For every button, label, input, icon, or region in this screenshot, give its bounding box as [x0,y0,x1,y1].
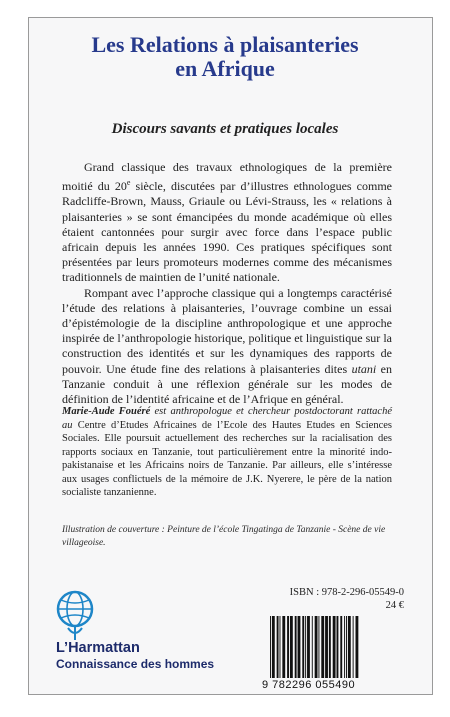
book-title [0,33,450,81]
barcode-bar [318,616,319,678]
barcode-bar [348,616,351,678]
barcode-bar [321,616,324,678]
book-subtitle: Discours savants et pratiques locales [111,121,339,137]
summary-paragraph-2: Rompant avec l’approche classique qui a longtemps caractérisé l’étude des relations à plaisanteries, l’ouvrage combine un essai d’épistémologie de la discipline anthropologique et une approche inspirée de l’anthropologie historique, politique et linguistique sur la construction des identités et sur les dynamiques des rapports de pouvoir. Une étude fine des relations à plaisanteries dites utani en Tanzanie conduit à une réflexion générale sur les modes de définition de l’identité africaine et de l’Afrique en général. [62,285,393,407]
publisher-logo [56,641,216,671]
summary-text [62,160,392,407]
barcode-bar [315,616,318,678]
barcode-bar [270,616,271,678]
author-name: Marie-Aude Fouéré [62,406,151,417]
barcode-bar [346,616,347,678]
book-title-line-2: en Afrique [175,56,275,81]
barcode-bar [325,616,328,678]
illustration-credit: Illustration de couverture : Peinture de l’école Tingatinga de Tanzanie - Scène de vie villageoise. [62,525,386,548]
barcode-digits: 9 782296 055490 [262,679,356,691]
term-utani: utani [351,361,377,376]
barcode-bar [302,616,304,678]
barcode-bar [298,616,301,678]
barcode-bar [295,616,297,678]
barcode-bar [333,616,336,678]
barcode-bar [329,616,331,678]
author-bio: Marie-Aude Fouéré est anthropologue et chercheur postdoctorant rattaché au Centre d’Etudes Africaines de l’Ecole des Hautes Etudes en Sciences Sociales. Elle poursuit actuellement des recherches sur la racialisation des rapports sociaux en Tanzanie, tout particulièrement entre la minorité indo-pakistanaise et les Africains noirs de Tanzanie. Par ailleurs, elle s’intéresse aux usages conflictuels de la mémoire de J.K. Nyerere, le père de la nation socialiste tanzanienne. [62,406,393,498]
barcode-bar [305,616,306,678]
barcode-bar [277,616,279,678]
barcode-bar [344,616,345,678]
barcode-bar [290,616,293,678]
barcode-bar [272,616,275,678]
ordinal-superscript: e [126,178,131,188]
harmattan-globe-logo-icon [54,588,96,642]
barcode-bar [307,616,310,678]
barcode-bar [353,616,354,678]
isbn: ISBN : 978-2-296-05549-0 [289,587,404,598]
barcode-bar [340,616,342,678]
summary-paragraph-1: Grand classique des travaux ethnologiques de la première moitié du 20e siècle, discutées par d’illustres ethnologues comme Radcliffe-Brown, Mauss, Griaule ou Lévi-Strauss, les « relations à plaisanteries » se sont émancipées du monde académique où elles étaient cantonnées pour surgir avec force dans l’espace public africain depuis les années 1990. Ces pratiques spécifiques sont présentées par leurs promoteurs modernes comme des mécanismes traditionnels de maintien de l’unité nationale. [62,160,392,285]
barcode-bar [337,616,339,678]
book-title-line-1: Les Relations à plaisanteries [91,32,359,57]
barcode-bar [312,616,313,678]
price: 24 € [385,600,404,611]
barcode-bar [287,616,289,678]
barcode-bar [282,616,285,678]
barcode-icon [268,616,410,680]
barcode-bar [356,616,359,678]
collection-name: Connaissance des hommes [56,657,215,671]
barcode-bar [280,616,281,678]
publisher-name: L’Harmattan [56,640,140,656]
